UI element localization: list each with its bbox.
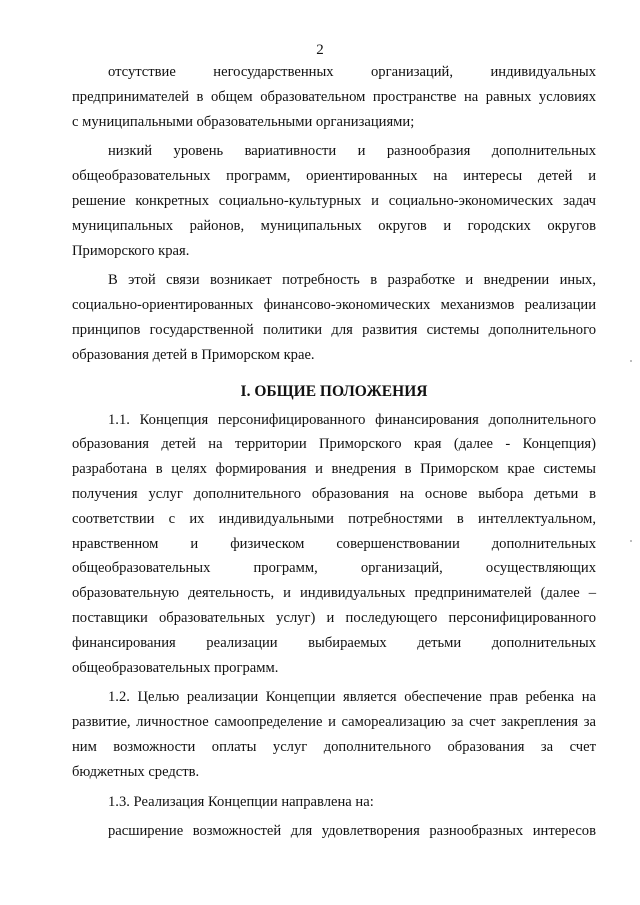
paragraph-line: муниципальных районов, муниципальных округов и городских округов: [72, 217, 596, 234]
paragraph-line: ним возможности оплаты услуг дополнительного образования за счет: [72, 738, 596, 755]
paragraph: [72, 685, 596, 784]
paragraph-line: 1.2. Целью реализации Концепции является обеспечение прав ребенка на: [108, 689, 596, 706]
paragraph: [72, 408, 596, 681]
document-body: [72, 60, 596, 849]
paragraph: [72, 60, 596, 134]
page-number: 2: [316, 42, 324, 58]
paragraph: [72, 790, 596, 815]
paragraph-line: расширение возможностей для удовлетворения разнообразных интересов: [108, 823, 596, 840]
paragraph-line: нравственном и физическом совершенствовании дополнительных: [72, 535, 596, 552]
paragraph-line: 1.1. Концепция персонифицированного финансирования дополнительного: [108, 411, 596, 428]
paragraph-line: образования детей на территории Приморского края (далее - Концепция): [72, 436, 596, 453]
paragraph-line: решение конкретных социально-культурных и социально-экономических задач: [72, 192, 596, 209]
section-heading: I. ОБЩИЕ ПОЛОЖЕНИЯ: [240, 382, 428, 400]
intro-paragraphs: [72, 60, 596, 368]
paragraph-line: с муниципальными образовательными организациями;: [72, 113, 415, 130]
scan-artifact: [630, 360, 632, 362]
paragraph: [72, 268, 596, 367]
paragraph-line: образовательную деятельность, и индивидуальных предпринимателей (далее –: [72, 585, 596, 602]
paragraph-line: финансирования реализации выбираемых детьми дополнительных: [72, 634, 596, 651]
paragraph-line: социально-ориентированных финансово-экономических механизмов реализации: [72, 297, 596, 314]
paragraph-line: В этой связи возникает потребность в разработке и внедрении иных,: [108, 272, 596, 289]
paragraph-line: соответствии с их индивидуальными потребностями в интеллектуальном,: [72, 510, 596, 527]
paragraph-line: принципов государственной политики для развития системы дополнительного: [72, 321, 596, 338]
paragraph: [72, 139, 596, 263]
paragraph-line: развитие, личностное самоопределение и самореализацию за счет закрепления за: [72, 714, 596, 731]
paragraph-line: отсутствие негосударственных организаций, индивидуальных: [108, 64, 596, 80]
paragraph-line: предпринимателей в общем образовательном пространстве на равных условиях: [72, 88, 596, 105]
paragraph-line: получения услуг дополнительного образования на основе выбора детьми в: [72, 485, 596, 502]
paragraph-line: 1.3. Реализация Концепции направлена на:: [108, 793, 374, 810]
paragraph-line: бюджетных средств.: [72, 763, 200, 780]
paragraph-line: образования детей в Приморском крае.: [72, 346, 315, 363]
paragraph: [72, 819, 596, 844]
paragraph-line: разработана в целях формирования и внедрения в Приморском крае системы: [72, 461, 596, 478]
paragraph-line: низкий уровень вариативности и разнообразия дополнительных: [108, 143, 596, 160]
paragraph-line: общеобразовательных программ, организаций, осуществляющих: [72, 560, 596, 577]
paragraph-line: общеобразовательных программ.: [72, 659, 279, 676]
paragraph-line: Приморского края.: [72, 242, 190, 259]
paragraph-line: поставщики образовательных услуг) и последующего персонифицированного: [72, 609, 596, 626]
section-paragraphs: [72, 408, 596, 845]
scan-artifact: [630, 540, 632, 542]
paragraph-line: общеобразовательных программ, ориентированных на интересы детей и: [72, 168, 596, 185]
